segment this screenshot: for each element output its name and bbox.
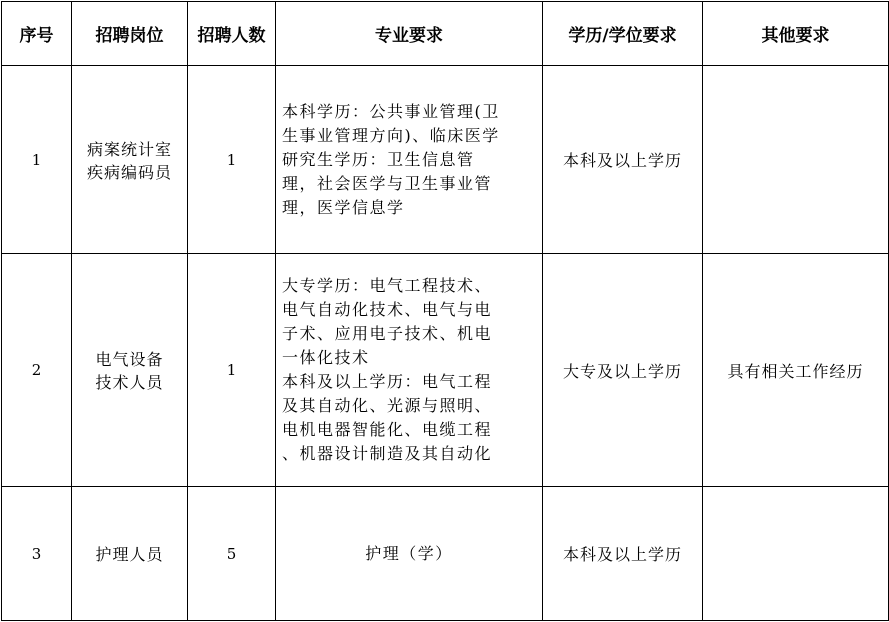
- row-position: [72, 487, 188, 621]
- table-row: [2, 66, 889, 254]
- header-education: 学历/学位要求: [543, 2, 703, 66]
- major-line: 本科及以上学历：电气工程: [282, 372, 493, 391]
- position-line: 疾病编码员: [86, 162, 172, 182]
- row-other: [703, 66, 889, 254]
- row-other: [703, 487, 889, 621]
- major-line: 电机电器智能化、电缆工程: [282, 420, 493, 439]
- table-header-row: [2, 2, 889, 66]
- major-line: 、机器设计制造及其自动化: [282, 444, 493, 463]
- row-education: 本科及以上学历: [543, 66, 703, 254]
- header-count: 招聘人数: [188, 2, 276, 66]
- row-major: [276, 254, 543, 487]
- header-other: 其他要求: [703, 2, 889, 66]
- position-line: 病案统计室: [86, 139, 172, 159]
- row-no: 3: [2, 487, 72, 621]
- row-count: 1: [188, 66, 276, 254]
- row-position: [72, 66, 188, 254]
- row-count: 1: [188, 254, 276, 487]
- row-other: 具有相关工作经历: [703, 254, 889, 487]
- row-position: [72, 254, 188, 487]
- major-line: 大专学历：电气工程技术、: [282, 276, 493, 295]
- major-line: 及其自动化、光源与照明、: [282, 396, 493, 415]
- major-line: 护理（学）: [365, 543, 453, 563]
- recruitment-table: [1, 1, 889, 621]
- header-major: 专业要求: [276, 2, 543, 66]
- row-major: [276, 66, 543, 254]
- header-position: 招聘岗位: [72, 2, 188, 66]
- position-line: 技术人员: [95, 373, 164, 392]
- major-line: 生事业管理方向)、临床医学: [282, 125, 500, 145]
- position-line: 电气设备: [95, 350, 164, 369]
- major-line: 本科学历：公共事业管理(卫: [282, 101, 500, 121]
- major-line: 研究生学历：卫生信息管: [282, 149, 475, 169]
- position-line: 护理人员: [95, 545, 164, 564]
- row-education: 本科及以上学历: [543, 487, 703, 621]
- major-line: 电气自动化技术、电气与电: [282, 300, 493, 319]
- major-line: 理，医学信息学: [282, 197, 405, 217]
- table-row: [2, 254, 889, 487]
- table-row: [2, 487, 889, 621]
- major-line: 子术、应用电子技术、机电: [282, 324, 493, 343]
- row-no: 1: [2, 66, 72, 254]
- row-count: 5: [188, 487, 276, 621]
- row-no: 2: [2, 254, 72, 487]
- row-major: [276, 487, 543, 621]
- row-education: 大专及以上学历: [543, 254, 703, 487]
- major-line: 一体化技术: [282, 348, 370, 367]
- major-line: 理，社会医学与卫生事业管: [282, 173, 493, 193]
- header-no: 序号: [2, 2, 72, 66]
